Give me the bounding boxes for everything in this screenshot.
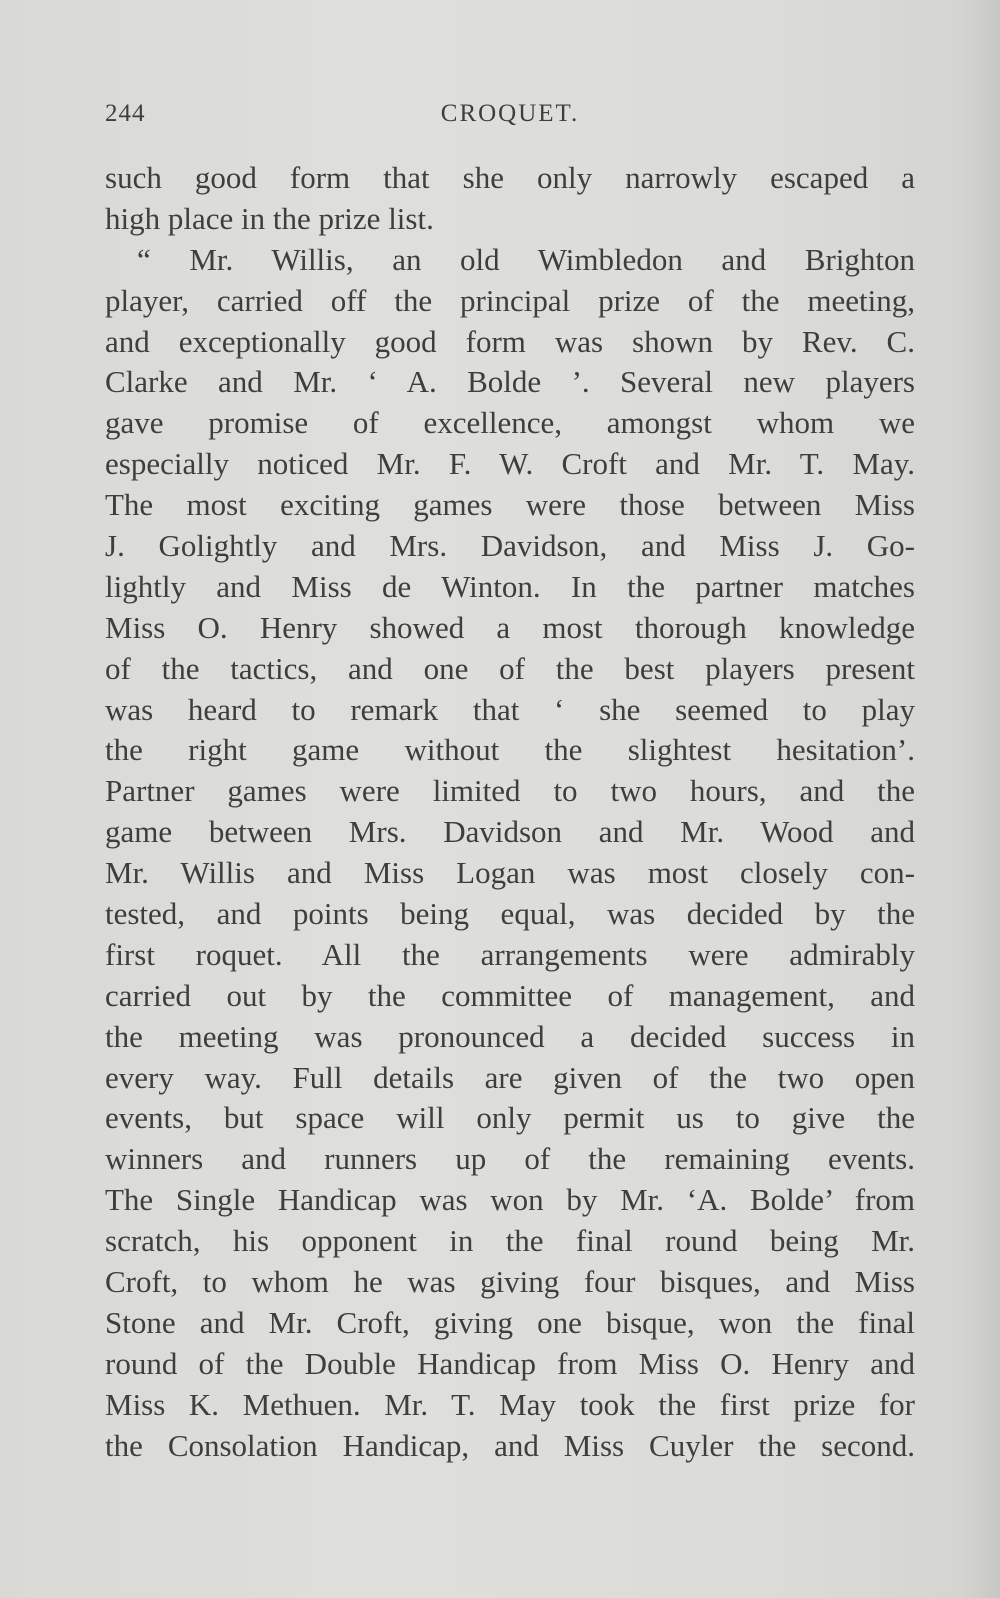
text-line: such good form that she only narrowly escaped a: [105, 160, 915, 195]
text-line: the Consolation Handicap, and Miss Cuyler the second.: [105, 1427, 915, 1463]
body-text: [105, 158, 915, 1467]
text-line: The most exciting games were those between Miss: [105, 487, 915, 523]
text-line: first roquet. All the arrangements were admirably: [105, 936, 915, 972]
page-edge-shadow: [960, 0, 1000, 1598]
running-head: [105, 96, 915, 132]
text-line: J. Golightly and Mrs. Davidson, and Miss J. Go-: [105, 528, 915, 564]
text-line: Stone and Mr. Croft, giving one bisque, won the final: [105, 1304, 915, 1340]
text-line: tested, and points being equal, was decided by the: [105, 896, 915, 932]
text-line: especially noticed Mr. F. W. Croft and Mr. T. May.: [105, 446, 915, 482]
text-line: Clarke and Mr. ‘ A. Bolde ’. Several new players: [105, 364, 915, 400]
text-line: The Single Handicap was won by Mr. ‘A. Bolde’ from: [105, 1182, 915, 1218]
text-line: events, but space will only permit us to give the: [105, 1100, 915, 1136]
text-line: winners and runners up of the remaining events.: [105, 1141, 915, 1177]
text-line: every way. Full details are given of the two open: [105, 1059, 915, 1095]
text-line: high place in the prize list.: [105, 200, 434, 236]
text-line: the right game without the slightest hesitation’.: [105, 732, 915, 768]
text-line: Miss K. Methuen. Mr. T. May took the first prize for: [105, 1386, 915, 1422]
text-line: and exceptionally good form was shown by Rev. C.: [105, 323, 915, 359]
text-line: of the tactics, and one of the best players present: [105, 650, 915, 686]
text-line: was heard to remark that ‘ she seemed to play: [105, 691, 915, 727]
text-line: player, carried off the principal prize of the meeting,: [105, 282, 915, 318]
text-line: lightly and Miss de Winton. In the partner matches: [105, 568, 915, 604]
text-line: Partner games were limited to two hours, and the: [105, 773, 915, 809]
text-line: gave promise of excellence, amongst whom we: [105, 405, 915, 441]
text-line: “ Mr. Willis, an old Wimbledon and Brighton: [137, 241, 915, 277]
text-line: Miss O. Henry showed a most thorough knowledge: [105, 609, 915, 645]
text-line: carried out by the committee of management, and: [105, 977, 915, 1013]
page-number: 244: [105, 100, 146, 127]
text-line: round of the Double Handicap from Miss O. Henry and: [105, 1345, 915, 1381]
text-line: game between Mrs. Davidson and Mr. Wood and: [105, 814, 915, 850]
text-line: Croft, to whom he was giving four bisques, and Miss: [105, 1264, 915, 1300]
text-line: Mr. Willis and Miss Logan was most closely con-: [105, 855, 915, 891]
text-line: scratch, his opponent in the final round being Mr.: [105, 1223, 915, 1259]
text-line: the meeting was pronounced a decided success in: [105, 1018, 915, 1054]
running-title: CROQUET.: [440, 100, 580, 127]
